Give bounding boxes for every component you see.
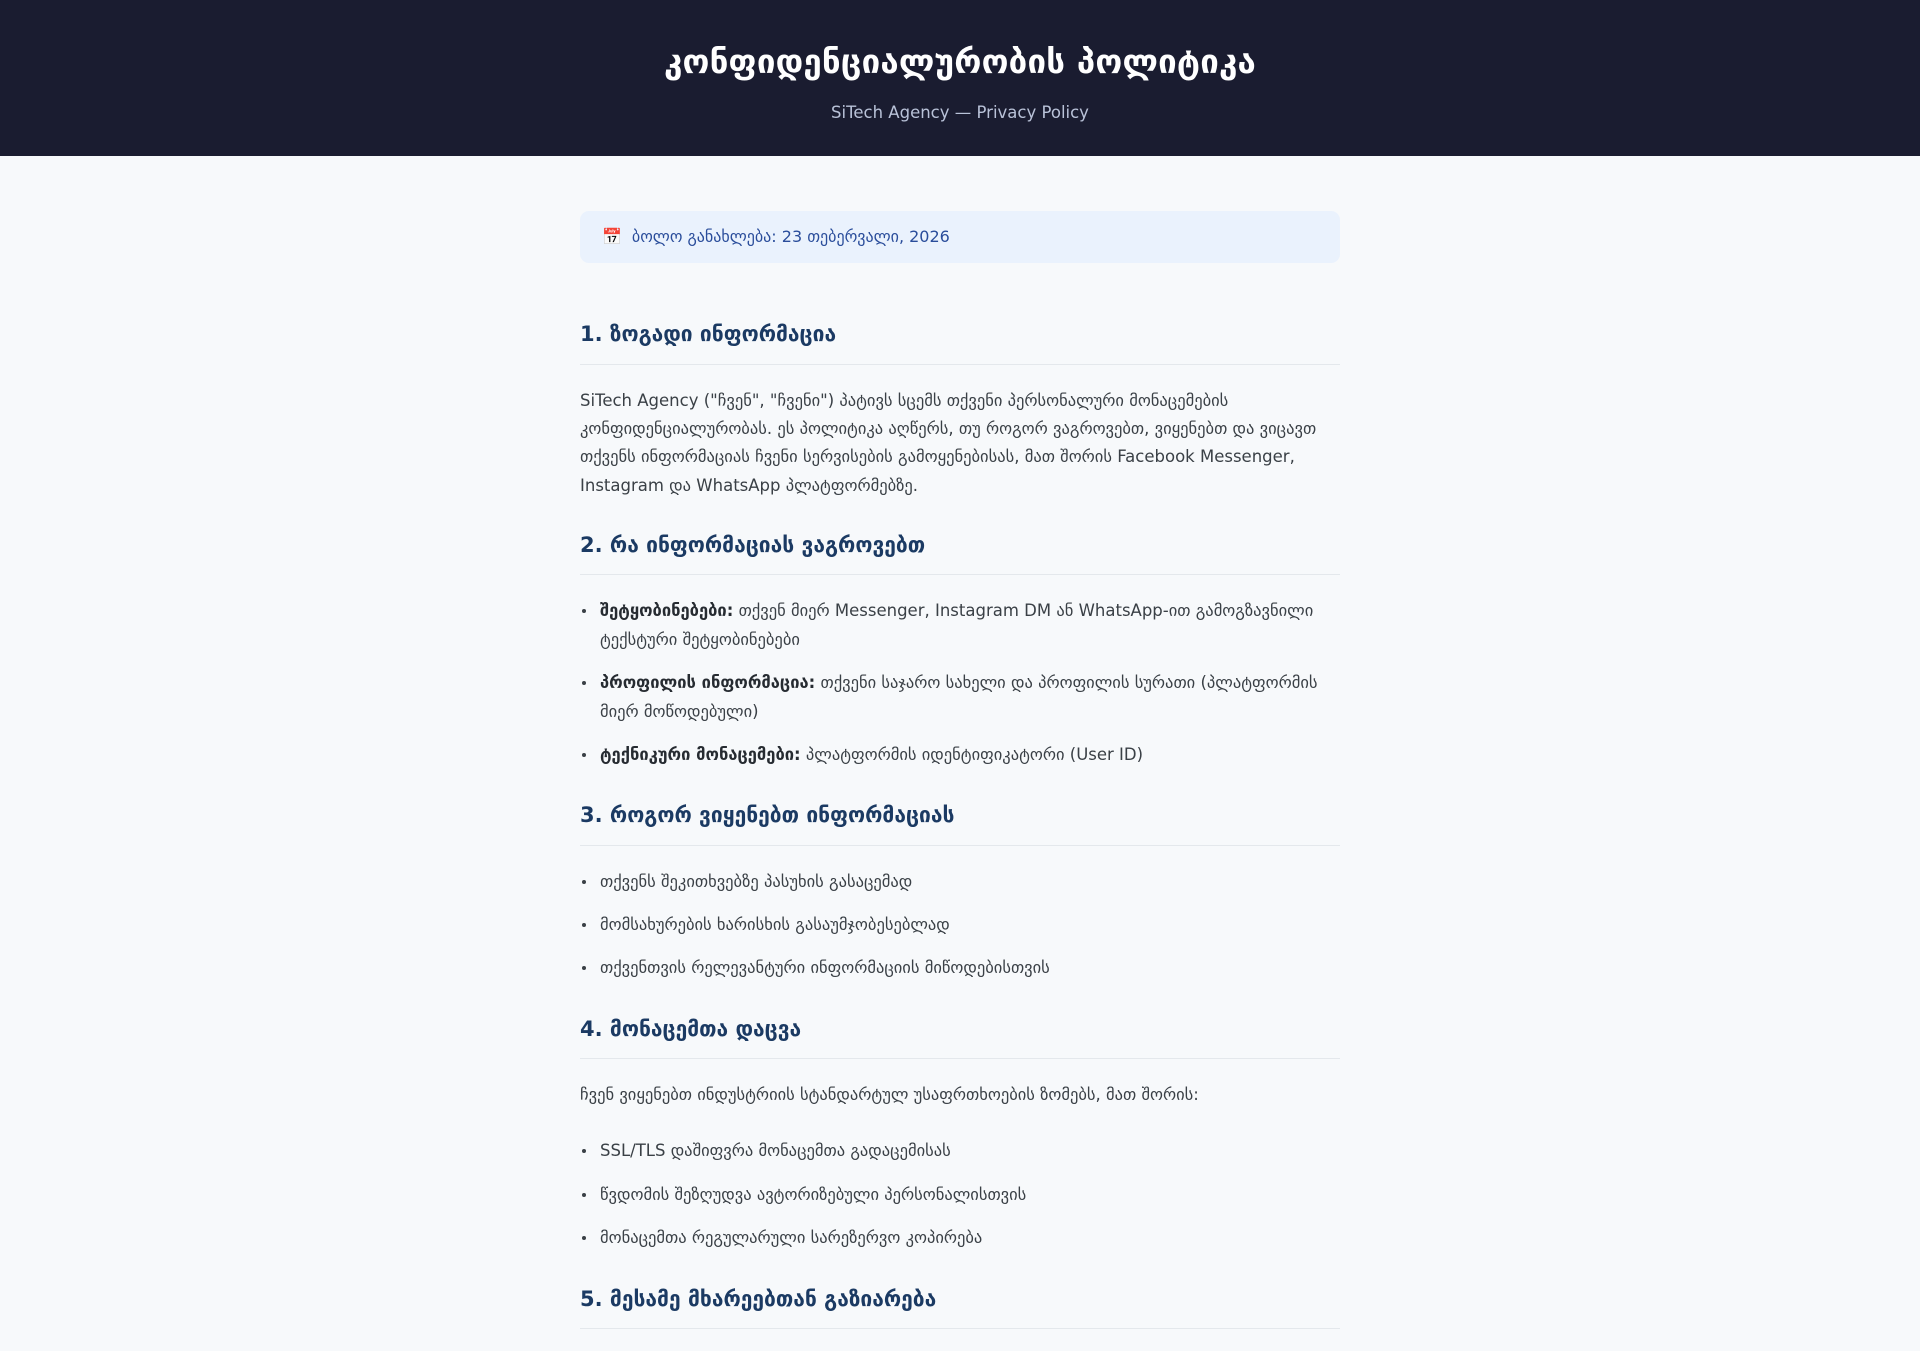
page-title: კონფიდენციალურობის პოლიტიკა [663,42,1257,82]
list-item [580,868,1340,896]
section-list [580,868,1340,983]
section-paragraph: SiTech Agency ("ჩვენ", "ჩვენი") პატივს სცემს თქვენი პერსონალური მონაცემების კონფიდენციალურობას. ეს პოლიტიკა აღწერს, თუ როგორ ვაგროვებთ, ვიყენებთ და ვიცავთ თქვენს ინფორმაციას ჩვენი სერვისების გამოყენებისას, მათ შორის Facebook Messenger, Instagram და WhatsApp პლატფორმებზე. [580,390,1317,495]
list-item [580,954,1340,982]
list-item [580,1224,1340,1252]
list-item [580,1137,1340,1165]
list-item-text: თქვენი საჯარო სახელი და პროფილის სურათი (პლატფორმის მიერ მოწოდებული) [600,673,1318,721]
section-divider [580,574,1340,575]
site-header [0,0,1920,156]
list-item-text: თქვენთვის რელევანტური ინფორმაციის მიწოდებისთვის [600,958,1050,978]
section-heading: 3. როგორ ვიყენებთ ინფორმაციას [580,803,955,828]
list-item-text: პლატფორმის იდენტიფიკატორი (User ID) [800,744,1144,764]
section-divider [580,1328,1340,1329]
policy-section [580,303,1340,500]
policy-section [580,514,1340,769]
spacer [580,1123,1340,1137]
page-subtitle: SiTech Agency — Privacy Policy [831,102,1089,122]
last-updated-banner [580,211,1340,263]
section-divider [580,1058,1340,1059]
policy-section [580,784,1340,982]
list-item-text: თქვენს შეკითხვებზე პასუხის გასაცემად [600,871,913,891]
last-updated-text: ბოლო განახლება: 23 თებერვალი, 2026 [631,227,950,246]
section-heading: 2. რა ინფორმაციას ვაგროვებთ [580,533,926,558]
list-item-label: შეტყობინებები: [600,601,734,621]
section-heading: 4. მონაცემთა დაცვა [580,1016,802,1041]
sections-container [580,303,1340,1328]
list-item [580,597,1340,654]
section-heading: 1. ზოგადი ინფორმაცია [580,322,837,347]
list-item-text: წვდომის შეზღუდვა ავტორიზებული პერსონალისთვის [600,1184,1027,1204]
list-item [580,669,1340,726]
page-body [0,156,1920,1351]
calendar-icon: 📅 [602,227,622,247]
list-item [580,1181,1340,1209]
section-list [580,597,1340,769]
list-item-text: მომსახურების ხარისხის გასაუმჯობესებლად [600,915,950,935]
list-item-label: პროფილის ინფორმაცია: [600,673,816,693]
section-paragraph: ჩვენ ვიყენებთ ინდუსტრიის სტანდარტულ უსაფრთხოების ზომებს, მათ შორის: [580,1085,1199,1105]
policy-content [580,156,1340,1351]
policy-section [580,1268,1340,1329]
list-item-text: მონაცემთა რეგულარული სარეზერვო კოპირება [600,1228,983,1248]
section-heading: 5. მესამე მხარეებთან გაზიარება [580,1286,937,1311]
list-item-label: ტექნიკური მონაცემები: [600,744,801,764]
policy-section [580,998,1340,1253]
list-item-text: თქვენ მიერ Messenger, Instagram DM ან WhatsApp-ით გამოგზავნილი ტექსტური შეტყობინებები [600,601,1314,649]
section-divider [580,364,1340,365]
list-item [580,911,1340,939]
list-item-text: SSL/TLS დაშიფვრა მონაცემთა გადაცემისას [600,1141,951,1161]
section-list [580,1137,1340,1252]
section-divider [580,845,1340,846]
list-item [580,741,1340,769]
